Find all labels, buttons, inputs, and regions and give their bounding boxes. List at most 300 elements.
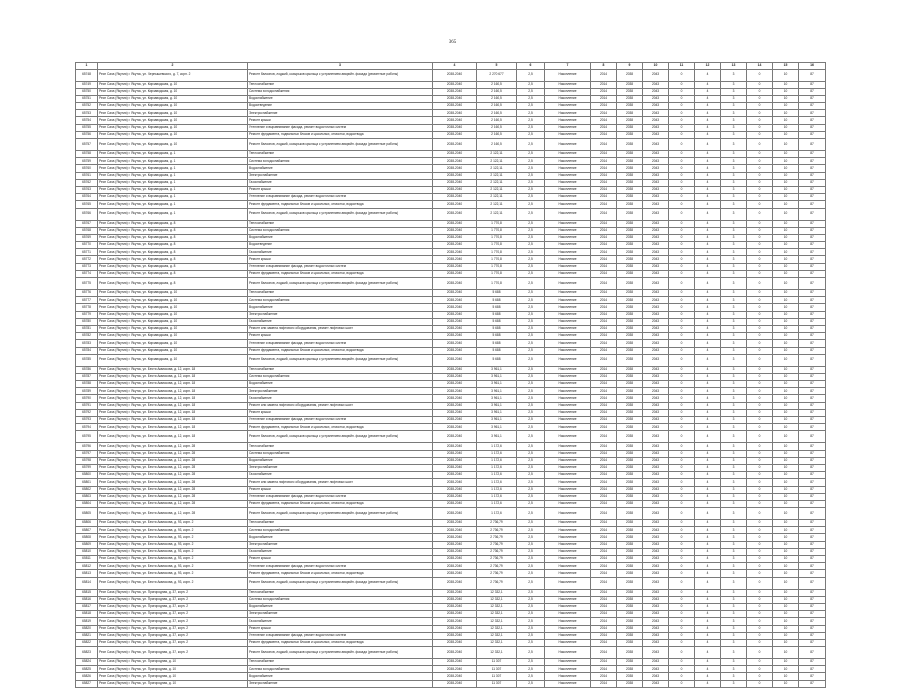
cell-area: 2 270 677 xyxy=(477,69,517,81)
cell-area: 12 332,1 xyxy=(477,632,517,639)
column-header-16: 16 xyxy=(799,63,826,70)
cell-period: 2038-2040 xyxy=(433,220,477,227)
cell-year-a: 2014 xyxy=(591,325,617,332)
cell-year-b: 2038 xyxy=(617,450,643,457)
cell-row-id: 65749 xyxy=(76,81,98,88)
table-row xyxy=(76,527,826,534)
cell-col-16: 87 xyxy=(799,611,826,618)
cell-col-11: 0 xyxy=(669,577,695,589)
cell-year-a: 2014 xyxy=(591,234,617,241)
cell-rate: 2,5 xyxy=(517,479,545,486)
cell-year-a: 2014 xyxy=(591,639,617,646)
cell-period: 2038-2040 xyxy=(433,417,477,424)
cell-year-c: 2043 xyxy=(643,464,669,471)
cell-row-id: 65809 xyxy=(76,541,98,548)
cell-col-13: 3 xyxy=(721,373,747,380)
cell-col-12: 4 xyxy=(695,457,721,464)
cell-col-14: 0 xyxy=(747,290,773,297)
cell-col-12: 4 xyxy=(695,625,721,632)
cell-work-type: Водоснабжение xyxy=(248,534,433,541)
cell-year-c: 2043 xyxy=(643,124,669,131)
cell-year-c: 2043 xyxy=(643,354,669,366)
cell-col-15: 10 xyxy=(773,541,799,548)
cell-col-12: 4 xyxy=(695,139,721,151)
cell-year-a: 2014 xyxy=(591,165,617,172)
table-row xyxy=(76,388,826,395)
cell-col-11: 0 xyxy=(669,325,695,332)
cell-col-11: 0 xyxy=(669,117,695,124)
cell-col-12: 4 xyxy=(695,373,721,380)
cell-year-a: 2014 xyxy=(591,131,617,138)
cell-col-13: 3 xyxy=(721,577,747,589)
cell-col-14: 0 xyxy=(747,424,773,431)
cell-col-15: 10 xyxy=(773,220,799,227)
cell-col-15: 10 xyxy=(773,450,799,457)
cell-col-13: 3 xyxy=(721,520,747,527)
table-row xyxy=(76,242,826,249)
cell-col-12: 4 xyxy=(695,165,721,172)
cell-rate: 2,5 xyxy=(517,270,545,277)
cell-year-b: 2038 xyxy=(617,347,643,354)
cell-col-11: 0 xyxy=(669,151,695,158)
cell-period: 2038-2040 xyxy=(433,234,477,241)
cell-year-b: 2038 xyxy=(617,577,643,589)
cell-area: 1 172,6 xyxy=(477,508,517,520)
cell-area: 12 332,1 xyxy=(477,589,517,596)
cell-area: 2 122,11 xyxy=(477,165,517,172)
cell-method: Накопление xyxy=(545,402,591,409)
cell-year-c: 2043 xyxy=(643,227,669,234)
cell-col-13: 3 xyxy=(721,381,747,388)
cell-col-16: 87 xyxy=(799,486,826,493)
cell-period: 2038-2040 xyxy=(433,95,477,102)
table-row xyxy=(76,186,826,193)
cell-col-12: 4 xyxy=(695,110,721,117)
cell-row-id: 65822 xyxy=(76,639,98,646)
cell-col-11: 0 xyxy=(669,570,695,577)
work-plan-table-container xyxy=(75,62,825,688)
cell-work-type: Ремонт фундамента, подвальных блоков и цокольных, отмостки, водоотвода xyxy=(248,131,433,138)
cell-col-14: 0 xyxy=(747,472,773,479)
cell-year-c: 2043 xyxy=(643,69,669,81)
cell-work-type: Ремонт балконов, лоджий, козырьков крыльца с устранением аварийн. фасада (ремонтные работы) xyxy=(248,139,433,151)
cell-col-13: 3 xyxy=(721,179,747,186)
cell-col-14: 0 xyxy=(747,117,773,124)
cell-row-id: 65770 xyxy=(76,242,98,249)
cell-col-11: 0 xyxy=(669,354,695,366)
cell-col-12: 4 xyxy=(695,395,721,402)
cell-address: Респ Саха (Якутия) г. Якутск, ул. Кирзаводская, д. 10 xyxy=(98,95,248,102)
cell-col-11: 0 xyxy=(669,659,695,666)
cell-method: Накопление xyxy=(545,172,591,179)
column-header-7: 7 xyxy=(545,63,591,70)
cell-method: Накопление xyxy=(545,186,591,193)
cell-row-id: 65772 xyxy=(76,256,98,263)
cell-col-11: 0 xyxy=(669,508,695,520)
cell-col-16: 87 xyxy=(799,548,826,555)
cell-method: Накопление xyxy=(545,117,591,124)
cell-row-id: 65806 xyxy=(76,520,98,527)
cell-year-c: 2043 xyxy=(643,520,669,527)
cell-col-11: 0 xyxy=(669,208,695,220)
cell-work-type: Ремонт крыши xyxy=(248,556,433,563)
cell-col-15: 10 xyxy=(773,486,799,493)
table-row xyxy=(76,611,826,618)
cell-period: 2038-2040 xyxy=(433,354,477,366)
cell-col-14: 0 xyxy=(747,201,773,208)
cell-col-13: 3 xyxy=(721,596,747,603)
cell-address: Респ Саха (Якутия) г. Якутск, ул. Бестя Аммосова, д. 93, корп. 2 xyxy=(98,570,248,577)
cell-col-14: 0 xyxy=(747,242,773,249)
cell-address: Респ Саха (Якутия) г. Якутск, ул. Бестя Аммосова, д. 12, корп. 18 xyxy=(98,417,248,424)
cell-col-16: 87 xyxy=(799,450,826,457)
cell-year-b: 2038 xyxy=(617,227,643,234)
cell-rate: 2,5 xyxy=(517,110,545,117)
cell-col-15: 10 xyxy=(773,603,799,610)
cell-address: Респ Саха (Якутия) г. Якутск, ул. Бестя Аммосова, д. 12, корп. 28 xyxy=(98,493,248,500)
table-row xyxy=(76,381,826,388)
cell-address: Респ Саха (Якутия) г. Якутск, ул. Пригородная, д. 10 xyxy=(98,680,248,687)
cell-col-14: 0 xyxy=(747,611,773,618)
cell-col-13: 3 xyxy=(721,680,747,687)
cell-col-15: 10 xyxy=(773,172,799,179)
cell-period: 2038-2040 xyxy=(433,263,477,270)
cell-rate: 2,5 xyxy=(517,611,545,618)
page-number: 365 xyxy=(448,40,457,45)
table-row xyxy=(76,659,826,666)
cell-rate: 2,5 xyxy=(517,493,545,500)
cell-row-id: 65819 xyxy=(76,618,98,625)
cell-col-14: 0 xyxy=(747,318,773,325)
cell-year-b: 2038 xyxy=(617,124,643,131)
cell-period: 2038-2040 xyxy=(433,131,477,138)
cell-col-12: 4 xyxy=(695,577,721,589)
cell-col-11: 0 xyxy=(669,472,695,479)
cell-year-b: 2038 xyxy=(617,242,643,249)
cell-work-type: Ремонт или замена лифтового оборудования, ремонт лифтовых шахт xyxy=(248,479,433,486)
table-row xyxy=(76,110,826,117)
cell-row-id: 65751 xyxy=(76,95,98,102)
cell-address: Респ Саха (Якутия) г. Якутск, ул. Бестя Аммосова, д. 12, корп. 18 xyxy=(98,381,248,388)
cell-work-type: Система холодоснабжения xyxy=(248,666,433,673)
cell-row-id: 65752 xyxy=(76,103,98,110)
cell-address: Респ Саха (Якутия) г. Якутск, ул. Кирзаводская, д. 8 xyxy=(98,249,248,256)
cell-work-type: Утепление и выравнивание фасада, ремонт водосточных систем xyxy=(248,194,433,201)
cell-row-id: 65781 xyxy=(76,325,98,332)
cell-method: Накопление xyxy=(545,139,591,151)
cell-rate: 2,5 xyxy=(517,647,545,659)
cell-col-15: 10 xyxy=(773,366,799,373)
cell-period: 2038-2040 xyxy=(433,297,477,304)
cell-col-15: 10 xyxy=(773,124,799,131)
cell-year-a: 2014 xyxy=(591,618,617,625)
cell-rate: 2,5 xyxy=(517,520,545,527)
cell-work-type: Ремонт крыши xyxy=(248,625,433,632)
cell-year-c: 2043 xyxy=(643,486,669,493)
cell-col-12: 4 xyxy=(695,95,721,102)
cell-col-14: 0 xyxy=(747,381,773,388)
cell-col-13: 3 xyxy=(721,95,747,102)
cell-rate: 2,5 xyxy=(517,409,545,416)
cell-col-15: 10 xyxy=(773,527,799,534)
cell-rate: 2,5 xyxy=(517,263,545,270)
cell-col-14: 0 xyxy=(747,172,773,179)
cell-period: 2038-2040 xyxy=(433,366,477,373)
cell-row-id: 65808 xyxy=(76,534,98,541)
cell-work-type: Ремонт балконов, лоджий, козырьков крыльца с устранением аварийн. фасада (ремонтные работы) xyxy=(248,577,433,589)
cell-rate: 2,5 xyxy=(517,333,545,340)
cell-address: Респ Саха (Якутия) г. Якутск, ул. Бестя Аммосова, д. 12, корп. 28 xyxy=(98,443,248,450)
cell-year-a: 2014 xyxy=(591,381,617,388)
cell-period: 2038-2040 xyxy=(433,388,477,395)
cell-col-15: 10 xyxy=(773,88,799,95)
column-header-15: 15 xyxy=(773,63,799,70)
cell-col-12: 4 xyxy=(695,103,721,110)
cell-work-type: Ремонт крыши xyxy=(248,186,433,193)
cell-area: 11 307 xyxy=(477,680,517,687)
cell-method: Накопление xyxy=(545,680,591,687)
cell-method: Накопление xyxy=(545,88,591,95)
cell-year-a: 2014 xyxy=(591,117,617,124)
cell-address: Респ Саха (Якутия) г. Якутск, ул. Бестя Аммосова, д. 93, корп. 2 xyxy=(98,520,248,527)
cell-col-13: 3 xyxy=(721,124,747,131)
cell-row-id: 65805 xyxy=(76,508,98,520)
cell-row-id: 65776 xyxy=(76,290,98,297)
cell-year-b: 2038 xyxy=(617,493,643,500)
cell-year-b: 2038 xyxy=(617,172,643,179)
table-row xyxy=(76,139,826,151)
cell-col-14: 0 xyxy=(747,486,773,493)
cell-address: Респ Саха (Якутия) г. Якутск, ул. Кирзаводская, д. 8 xyxy=(98,242,248,249)
cell-col-13: 3 xyxy=(721,81,747,88)
cell-year-b: 2038 xyxy=(617,69,643,81)
cell-method: Накопление xyxy=(545,450,591,457)
cell-col-16: 87 xyxy=(799,472,826,479)
cell-work-type: Водоснабжение xyxy=(248,603,433,610)
cell-year-a: 2014 xyxy=(591,124,617,131)
cell-col-12: 4 xyxy=(695,249,721,256)
cell-work-type: Ремонт балконов, лоджий, козырьков крыльца с устранением аварийн. фасада (ремонтные работы) xyxy=(248,208,433,220)
cell-address: Респ Саха (Якутия) г. Якутск, ул. Кирзаводская, д. 10 xyxy=(98,124,248,131)
cell-period: 2038-2040 xyxy=(433,659,477,666)
table-row xyxy=(76,373,826,380)
cell-row-id: 65757 xyxy=(76,139,98,151)
cell-work-type: Ремонт балконов, лоджий, козырьков крыльца с устранением аварийн. фасада (ремонтные работы) xyxy=(248,69,433,81)
cell-col-13: 3 xyxy=(721,673,747,680)
cell-rate: 2,5 xyxy=(517,124,545,131)
cell-year-b: 2038 xyxy=(617,520,643,527)
cell-method: Накопление xyxy=(545,220,591,227)
cell-year-b: 2038 xyxy=(617,625,643,632)
cell-method: Накопление xyxy=(545,110,591,117)
cell-row-id: 65812 xyxy=(76,563,98,570)
cell-col-12: 4 xyxy=(695,680,721,687)
cell-year-a: 2014 xyxy=(591,611,617,618)
cell-col-13: 3 xyxy=(721,409,747,416)
cell-method: Накопление xyxy=(545,457,591,464)
cell-period: 2038-2040 xyxy=(433,493,477,500)
cell-year-b: 2038 xyxy=(617,388,643,395)
cell-address: Респ Саха (Якутия) г. Якутск, ул. Бестя Аммосова, д. 93, корп. 2 xyxy=(98,563,248,570)
cell-col-15: 10 xyxy=(773,165,799,172)
cell-col-15: 10 xyxy=(773,570,799,577)
cell-col-13: 3 xyxy=(721,208,747,220)
cell-year-b: 2038 xyxy=(617,249,643,256)
cell-method: Накопление xyxy=(545,395,591,402)
table-row xyxy=(76,103,826,110)
cell-col-12: 4 xyxy=(695,297,721,304)
cell-col-12: 4 xyxy=(695,186,721,193)
cell-method: Накопление xyxy=(545,443,591,450)
cell-col-13: 3 xyxy=(721,659,747,666)
cell-area: 2 122,11 xyxy=(477,172,517,179)
table-row xyxy=(76,311,826,318)
cell-period: 2038-2040 xyxy=(433,88,477,95)
cell-area: 3 961,1 xyxy=(477,366,517,373)
cell-period: 2038-2040 xyxy=(433,165,477,172)
cell-work-type: Ремонт балконов, лоджий, козырьков крыльца с устранением аварийн. фасада (ремонтные работы) xyxy=(248,647,433,659)
cell-year-a: 2014 xyxy=(591,457,617,464)
cell-year-c: 2043 xyxy=(643,589,669,596)
cell-year-c: 2043 xyxy=(643,110,669,117)
cell-method: Накопление xyxy=(545,486,591,493)
cell-rate: 2,5 xyxy=(517,457,545,464)
cell-year-c: 2043 xyxy=(643,95,669,102)
cell-year-a: 2014 xyxy=(591,270,617,277)
table-row xyxy=(76,443,826,450)
cell-year-c: 2043 xyxy=(643,632,669,639)
cell-col-12: 4 xyxy=(695,520,721,527)
cell-col-11: 0 xyxy=(669,424,695,431)
cell-row-id: 65823 xyxy=(76,647,98,659)
cell-col-16: 87 xyxy=(799,632,826,639)
cell-period: 2038-2040 xyxy=(433,208,477,220)
cell-col-13: 3 xyxy=(721,311,747,318)
cell-col-16: 87 xyxy=(799,577,826,589)
cell-area: 1 172,6 xyxy=(477,472,517,479)
cell-work-type: Водоотведение xyxy=(248,103,433,110)
cell-col-15: 10 xyxy=(773,402,799,409)
cell-col-12: 4 xyxy=(695,381,721,388)
cell-col-12: 4 xyxy=(695,158,721,165)
cell-area: 2 122,11 xyxy=(477,158,517,165)
cell-year-c: 2043 xyxy=(643,479,669,486)
cell-period: 2038-2040 xyxy=(433,179,477,186)
cell-row-id: 65768 xyxy=(76,227,98,234)
cell-col-15: 10 xyxy=(773,110,799,117)
cell-col-13: 3 xyxy=(721,570,747,577)
cell-row-id: 65754 xyxy=(76,117,98,124)
cell-col-12: 4 xyxy=(695,548,721,555)
cell-year-a: 2014 xyxy=(591,673,617,680)
cell-col-11: 0 xyxy=(669,139,695,151)
cell-row-id: 65826 xyxy=(76,673,98,680)
cell-area: 5 688 xyxy=(477,347,517,354)
cell-col-14: 0 xyxy=(747,603,773,610)
cell-col-16: 87 xyxy=(799,409,826,416)
cell-area: 2 736,79 xyxy=(477,520,517,527)
cell-work-type: Утепление и выравнивание фасада, ремонт водосточных систем xyxy=(248,263,433,270)
cell-area: 1 172,6 xyxy=(477,493,517,500)
cell-rate: 2,5 xyxy=(517,220,545,227)
cell-year-c: 2043 xyxy=(643,103,669,110)
cell-rate: 2,5 xyxy=(517,172,545,179)
cell-col-11: 0 xyxy=(669,388,695,395)
cell-year-a: 2014 xyxy=(591,340,617,347)
cell-col-16: 87 xyxy=(799,69,826,81)
cell-col-13: 3 xyxy=(721,548,747,555)
cell-col-16: 87 xyxy=(799,527,826,534)
cell-method: Накопление xyxy=(545,297,591,304)
cell-year-b: 2038 xyxy=(617,508,643,520)
cell-method: Накопление xyxy=(545,409,591,416)
cell-col-15: 10 xyxy=(773,201,799,208)
cell-year-a: 2014 xyxy=(591,242,617,249)
cell-method: Накопление xyxy=(545,520,591,527)
cell-col-12: 4 xyxy=(695,479,721,486)
table-row xyxy=(76,304,826,311)
cell-col-15: 10 xyxy=(773,354,799,366)
cell-col-15: 10 xyxy=(773,508,799,520)
cell-year-a: 2014 xyxy=(591,666,617,673)
cell-rate: 2,5 xyxy=(517,117,545,124)
cell-year-c: 2043 xyxy=(643,366,669,373)
cell-period: 2038-2040 xyxy=(433,508,477,520)
cell-rate: 2,5 xyxy=(517,381,545,388)
cell-col-12: 4 xyxy=(695,270,721,277)
cell-col-15: 10 xyxy=(773,81,799,88)
cell-address: Респ Саха (Якутия) г. Якутск, ул. Бестя Аммосова, д. 93, корп. 2 xyxy=(98,541,248,548)
cell-col-11: 0 xyxy=(669,311,695,318)
cell-address: Респ Саха (Якутия) г. Якутск, ул. Пригородная, д. 10 xyxy=(98,673,248,680)
cell-col-11: 0 xyxy=(669,366,695,373)
cell-col-13: 3 xyxy=(721,417,747,424)
cell-col-11: 0 xyxy=(669,242,695,249)
table-row xyxy=(76,249,826,256)
cell-year-a: 2014 xyxy=(591,534,617,541)
cell-col-11: 0 xyxy=(669,256,695,263)
cell-period: 2038-2040 xyxy=(433,548,477,555)
table-body xyxy=(76,69,826,687)
cell-work-type: Утепление и выравнивание фасада, ремонт водосточных систем xyxy=(248,493,433,500)
cell-work-type: Ремонт балконов, лоджий, козырьков крыльца с устранением аварийн. фасада (ремонтные работы) xyxy=(248,354,433,366)
cell-area: 2 736,79 xyxy=(477,541,517,548)
cell-col-16: 87 xyxy=(799,366,826,373)
cell-rate: 2,5 xyxy=(517,431,545,443)
table-row xyxy=(76,88,826,95)
cell-rate: 2,5 xyxy=(517,570,545,577)
cell-year-c: 2043 xyxy=(643,556,669,563)
table-row xyxy=(76,165,826,172)
cell-col-13: 3 xyxy=(721,493,747,500)
cell-method: Накопление xyxy=(545,242,591,249)
cell-col-16: 87 xyxy=(799,402,826,409)
cell-year-a: 2014 xyxy=(591,186,617,193)
cell-year-c: 2043 xyxy=(643,647,669,659)
cell-year-b: 2038 xyxy=(617,117,643,124)
cell-method: Накопление xyxy=(545,639,591,646)
cell-work-type: Ремонт крыши xyxy=(248,486,433,493)
cell-rate: 2,5 xyxy=(517,666,545,673)
cell-work-type: Водоснабжение xyxy=(248,165,433,172)
cell-col-15: 10 xyxy=(773,139,799,151)
cell-row-id: 65789 xyxy=(76,388,98,395)
cell-rate: 2,5 xyxy=(517,625,545,632)
cell-address: Респ Саха (Якутия) г. Якутск, ул. Бестя Аммосова, д. 12, корп. 28 xyxy=(98,479,248,486)
cell-col-14: 0 xyxy=(747,673,773,680)
cell-work-type: Теплоснабжение xyxy=(248,659,433,666)
cell-work-type: Водоснабжение xyxy=(248,673,433,680)
